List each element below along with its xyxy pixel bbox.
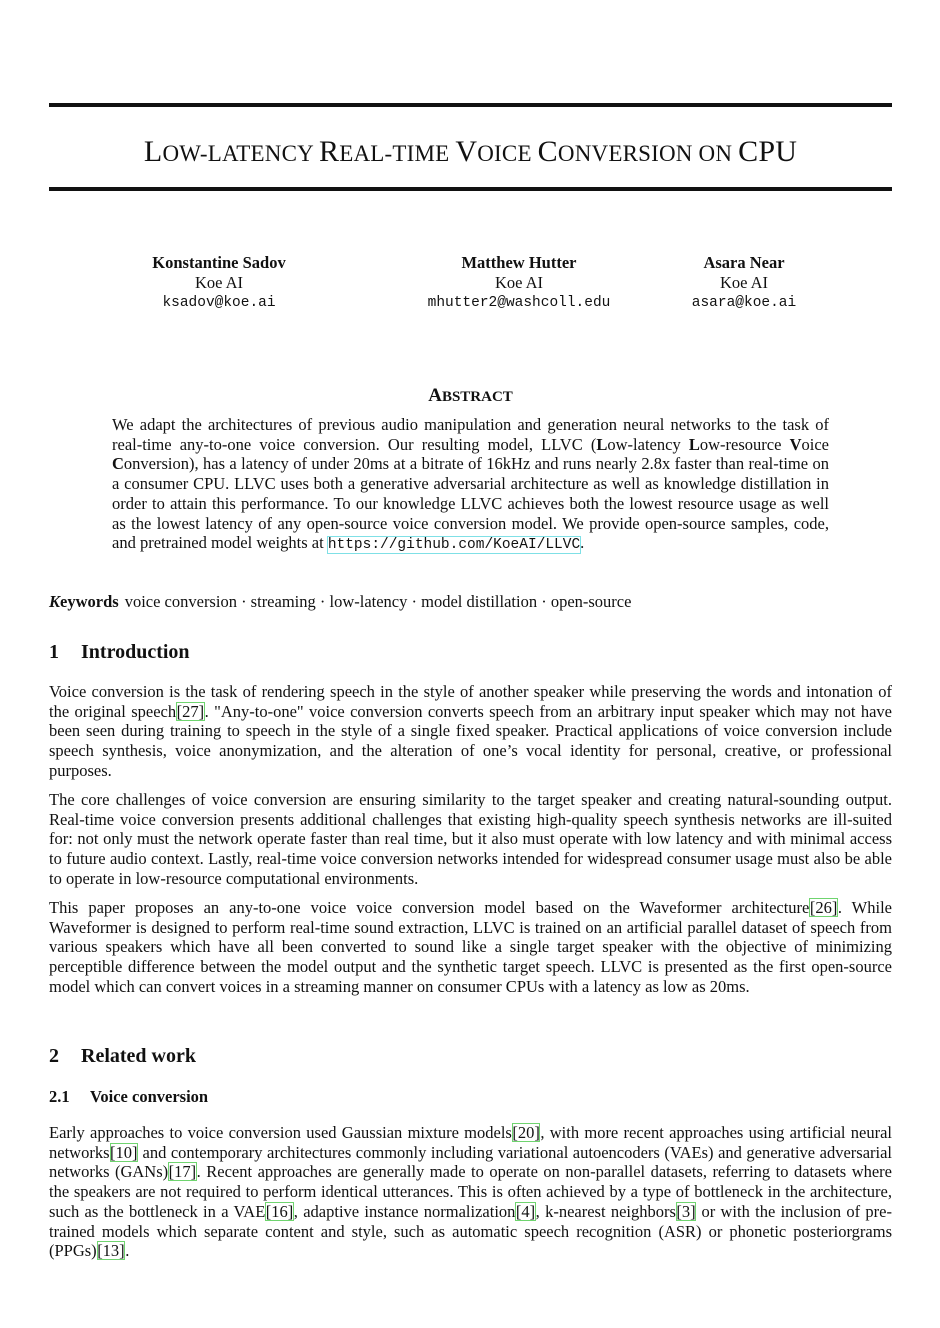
author-email[interactable]: asara@koe.ai [691,295,797,311]
abstract-text [112,415,829,556]
abstract-segment: ow-resource [699,434,790,454]
text-run: Voice conversion is the task of rendering speech in the style of another speaker while preserving the words and intonation of the original speech [49,682,892,721]
keywords-list: voice conversion · streaming · low-latency · model distillation · open-source [124,592,632,611]
section-heading-introduction [49,639,190,665]
keywords-line [49,592,892,612]
title-rule-top [49,103,892,107]
paragraph [49,682,892,781]
text-run: , adaptive instance normalization [293,1201,516,1221]
text-run: , k-nearest neighbors [535,1201,676,1221]
abstract-segment: . [580,533,585,553]
text-run: The core challenges of voice conversion are ensuring similarity to the target speaker and creating natural-sounding output. Real-time voice conversion presents additional challenges that existing high-quality speech synthesis networks are ill-suited for: not only must the network operate faster than real time, but it also must operate with low latency and with minimal access to future audio context. Lastly, real-time voice conversion networks intended for widespread consumer usage must also be able to operate in low-resource computational environments. [49,790,892,888]
author-affiliation: Koe AI [719,273,769,292]
citation-link[interactable]: [4] [515,1201,536,1221]
abstract-heading-cap: A [428,385,442,406]
abstract-segment: onversion), has a latency of under 20ms at a bitrate of 16kHz and runs nearly 2.8x faster than real-time on a consumer CPU. LLVC uses both a generative adversarial architecture as well as knowledge distillation in order to attain this performance. To our knowledge LLVC achieves both the lowest resource usage as well as the lowest latency of any open-source voice conversion model. We provide open-source samples, code, and pretrained model weights at [112,454,829,553]
title-smallcaps: EAL-TIME [339,141,456,166]
author-affiliation: Koe AI [194,273,244,292]
keywords-label-rest: eywords [60,592,119,611]
text-run: . While Waveformer is designed to perform real-time sound extraction, LLVC is trained on an artificial parallel dataset of speech from various speakers which have all been converted to sound like a single target speaker with the objective of minimizing perceptible difference between the model output and the synthetic target speech. LLVC is presented as the first open-source model which can convert voices in a streaming manner on consumer CPUs with a latency as low as 20ms. [49,898,892,996]
author-name: Konstantine Sadov [152,253,286,272]
text-run: . Recent approaches are generally made to operate on non-parallel datasets, referring to datasets where the speakers are not required to perform identical utterances. This is often achieved by a type of bottleneck in the architecture, such as the bottleneck in a VAE [49,1162,893,1221]
citation-link[interactable]: [3] [676,1201,696,1221]
subsection-heading-voice-conversion [49,1086,208,1108]
author [659,253,829,313]
text-run: , with more recent approaches using artificial neural networks [49,1123,893,1162]
title-smallcaps: OW-LATENCY [162,141,320,166]
text-run: and contemporary architectures commonly including variational autoencoders (VAEs) and generative adversarial networks (GANs) [49,1142,892,1182]
text-run: . "Any-to-one" voice conversion converts speech from an arbitrary input speaker which may not have been seen during training to speech in the style of a single fixed speaker. Practical applications of voice conversion include speech synthesis, voice anonymization, and the alteration of one’s vocal identity for personal, creative, or professional purposes. [49,701,892,780]
abstract-heading-smallcaps: BSTRACT [441,389,513,405]
paragraph [49,790,892,889]
abstract-segment: oice [801,434,829,454]
author [379,253,659,313]
author-name: Asara Near [703,253,785,272]
author-affiliation: Koe AI [494,273,544,292]
title-cap: L [143,135,163,168]
title-cap: C [537,135,558,168]
abstract-heading [49,384,892,409]
text-run: or with the inclusion of pre-trained models which separate content and style, such as automatic speech recognition (ASR) or phonetic posteriorgrams (PPGs) [49,1201,892,1261]
keywords-label-first: K [49,592,61,611]
citation-link[interactable]: [26] [809,898,838,917]
author-email[interactable]: mhutter2@washcoll.edu [427,295,611,311]
subsection-number: 2.1 [49,1087,70,1106]
paragraph [49,1123,892,1261]
title-cap: R [319,135,340,168]
abstract-bold-letter: V [789,434,802,454]
author [109,253,329,313]
github-link[interactable]: https://github.com/KoeAI/LLVC [327,537,581,554]
title-cap: CPU [738,135,798,168]
citation-link[interactable]: [13] [97,1241,125,1261]
abstract-bold-letter: L [688,434,700,454]
citation-link[interactable]: [16] [265,1201,294,1221]
abstract-bold-letter: L [596,434,608,454]
abstract-bold-letter: C [112,454,124,474]
paragraph [49,898,892,997]
citation-link[interactable]: [10] [110,1142,138,1162]
title-cap: V [455,135,478,168]
section-title: Introduction [81,641,190,663]
author-name: Matthew Hutter [461,253,577,272]
keywords-label [49,592,119,611]
section-number: 1 [49,641,59,663]
paper-title [49,132,892,174]
subsection-title: Voice conversion [90,1087,209,1106]
title-smallcaps: OICE [477,141,538,166]
text-run: This paper proposes an any-to-one voice voice conversion model based on the Waveformer architecture [49,898,810,917]
citation-link[interactable]: [20] [512,1123,540,1142]
section-heading-related-work [49,1043,196,1069]
title-rule-bottom [49,187,892,191]
abstract-segment: We adapt the architectures of previous audio manipulation and generation neural networks to the task of real-time any-to-one voice conversion. Our resulting model, LLVC ( [112,415,829,454]
title-smallcaps: ONVERSION ON [557,141,739,166]
section-title: Related work [81,1045,196,1067]
author-email[interactable]: ksadov@koe.ai [162,295,276,311]
section-number: 2 [49,1045,59,1067]
author-block [49,253,892,313]
citation-link[interactable]: [17] [168,1162,197,1182]
text-run: . [125,1241,130,1261]
text-run: Early approaches to voice conversion used Gaussian mixture models [49,1123,512,1142]
abstract-segment: ow-latency [607,434,689,454]
citation-link[interactable]: [27] [176,701,205,721]
